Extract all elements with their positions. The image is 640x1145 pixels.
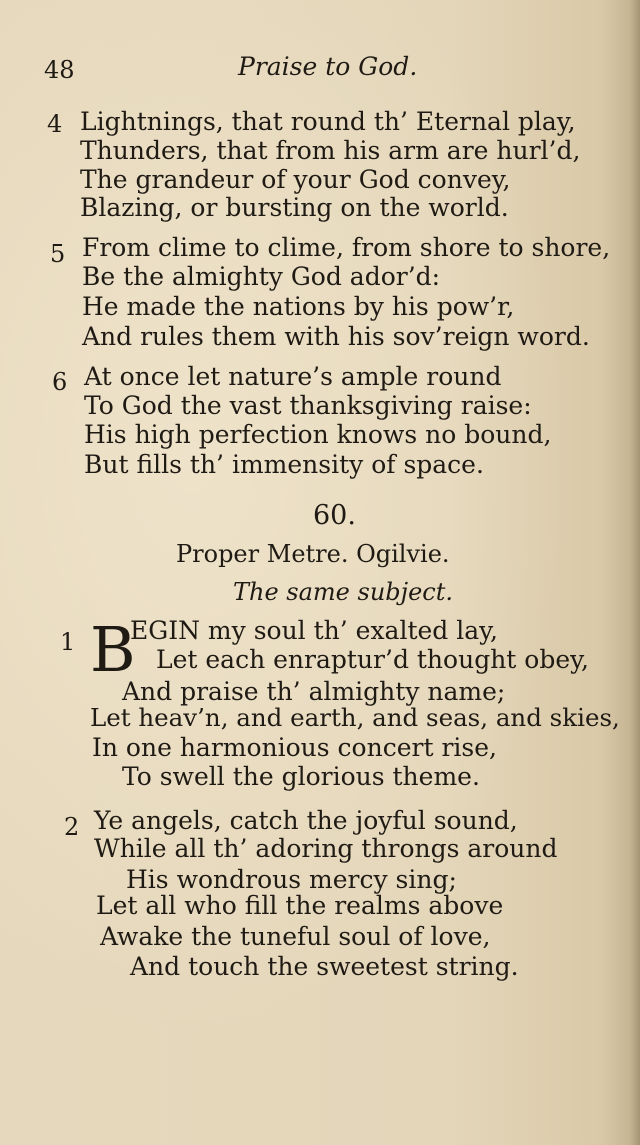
verse-line: But fills th’ immensity of space. xyxy=(84,450,484,479)
verse-number: 2 xyxy=(64,813,80,841)
verse-number: 6 xyxy=(52,368,68,396)
verse-line: His wondrous mercy sing; xyxy=(126,865,457,894)
verse-line: Let all who fill the realms above xyxy=(96,891,504,920)
verse-line: EGIN my soul th’ exalted lay, xyxy=(130,616,498,645)
hymn-number: 60. xyxy=(313,500,356,531)
verse-number: 1 xyxy=(60,628,76,656)
verse-line: While all th’ adoring throngs around xyxy=(94,834,558,863)
verse-line: Awake the tuneful soul of love, xyxy=(100,922,491,951)
verse-line: Let heav’n, and earth, and seas, and skies, xyxy=(90,703,620,732)
verse-line: And rules them with his sov’reign word. xyxy=(82,322,590,351)
verse-line: He made the nations by his pow’r, xyxy=(82,292,515,321)
verse-line: Let each enraptur’d thought obey, xyxy=(156,645,589,674)
verse-line: In one harmonious concert rise, xyxy=(92,733,497,762)
verse-line: To swell the glorious theme. xyxy=(122,762,480,791)
verse-line: His high perfection knows no bound, xyxy=(84,420,552,449)
hymn-meter-author: Proper Metre. Ogilvie. xyxy=(176,540,450,568)
verse-line: Ye angels, catch the joyful sound, xyxy=(94,806,518,835)
verse-line: The grandeur of your God convey, xyxy=(80,165,511,194)
verse-line: Blazing, or bursting on the world. xyxy=(80,193,509,222)
verse-line: From clime to clime, from shore to shore, xyxy=(82,233,611,262)
drop-cap: B xyxy=(90,613,136,686)
verse-line: Be the almighty God ador’d: xyxy=(82,262,441,291)
hymn-subject: The same subject. xyxy=(233,578,454,606)
page-edge-shadow xyxy=(630,0,640,1145)
verse-line: And praise th’ almighty name; xyxy=(122,677,506,706)
verse-line: To God the vast thanksgiving raise: xyxy=(84,391,532,420)
verse-line: At once let nature’s ample round xyxy=(84,362,502,391)
verse-line: And touch the sweetest string. xyxy=(130,952,519,981)
running-title: Praise to God. xyxy=(238,52,418,81)
verse-number: 5 xyxy=(50,240,66,268)
verse-line: Thunders, that from his arm are hurl’d, xyxy=(80,136,581,165)
verse-line: Lightnings, that round th’ Eternal play, xyxy=(80,107,576,136)
verse-number: 4 xyxy=(47,110,63,138)
page-number: 48 xyxy=(44,56,75,84)
